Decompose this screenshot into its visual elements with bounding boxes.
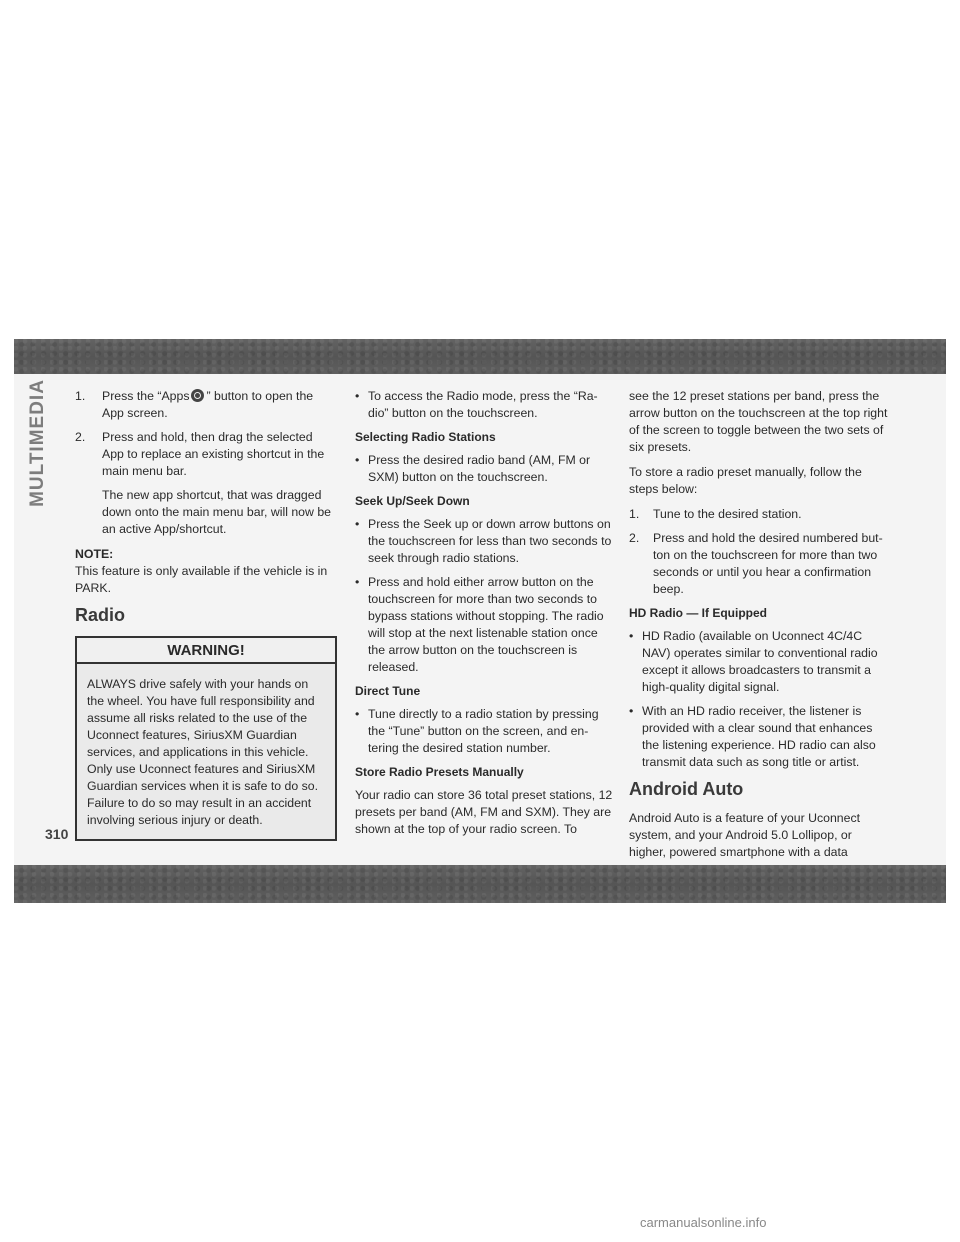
- radio-heading: Radio: [75, 605, 126, 625]
- seek-heading: Seek Up/Seek Down: [355, 494, 470, 508]
- list-item-text: Press the Seek up or down arrow buttons on the touchscreen for less than two seconds to seek through radio stations.: [368, 517, 612, 565]
- step-text: Tune to the desired station.: [653, 507, 802, 521]
- step-text: Press the “Apps: [102, 389, 190, 403]
- watermark-text: carmanualsonline.info: [640, 1215, 767, 1230]
- footer-band: [14, 865, 946, 903]
- bullet: •: [355, 517, 360, 531]
- list-item: [355, 574, 613, 676]
- bullet: •: [355, 707, 360, 721]
- bullet: •: [355, 453, 360, 467]
- column-1: [75, 388, 337, 841]
- bullet: •: [355, 389, 360, 403]
- step-text-cont: ” button to open the App screen.: [102, 389, 314, 420]
- list-item: [355, 706, 613, 757]
- list-item-text: With an HD radio receiver, the listener is provided with a clear sound that enhances the listening experience. HD radio can also transmit data such as song title or artist.: [642, 704, 876, 769]
- warning-text: ALWAYS drive safely with your hands on the wheel. You have full responsibility and assume all risks related to the use of the Uconnect features, SiriusXM Guardian services, and applications in this vehicle. Only use Uconnect features and SiriusXM Guardian services when it is safe to do so. Failure to do so may result in an accident involving serious injury or death.: [87, 677, 319, 827]
- step-text: Press and hold, then drag the selected App to replace an existing shortcut in the main menu bar.: [102, 430, 325, 478]
- step-number: 2.: [629, 531, 640, 545]
- column-3: [629, 388, 891, 869]
- list-item: [355, 388, 613, 422]
- list-item: [355, 452, 613, 486]
- bullet: •: [629, 704, 634, 718]
- list-item: [629, 628, 891, 696]
- note-label: NOTE:: [75, 547, 114, 561]
- list-item-text: Tune directly to a radio station by pressing the “Tune” button on the screen, and en-tering the desired station number.: [368, 707, 599, 755]
- store-presets-heading: Store Radio Presets Manually: [355, 765, 524, 779]
- list-item-text: Press and hold either arrow button on the touchscreen for more than two seconds to bypass stations without stopping. The radio will stop at the next listenable station once the arrow button on the touchscreen is released.: [368, 575, 604, 674]
- apps-icon: [191, 389, 204, 402]
- selecting-stations-heading: Selecting Radio Stations: [355, 430, 496, 444]
- step-1: [75, 388, 337, 422]
- step-2-note: The new app shortcut, that was dragged down onto the main menu bar, will now be an active App/shortcut.: [102, 488, 331, 536]
- bullet: •: [355, 575, 360, 589]
- list-item: [629, 703, 891, 771]
- step-text: Press and hold the desired numbered but-ton on the touchscreen for more than two seconds or until you hear a confirmation beep.: [653, 531, 883, 596]
- section-tab-label: MULTIMEDIA: [27, 379, 48, 507]
- list-item-text: To access the Radio mode, press the “Ra-dio” button on the touchscreen.: [368, 389, 598, 420]
- warning-box: [75, 636, 337, 841]
- note-text: This feature is only available if the vehicle is in PARK.: [75, 564, 328, 595]
- list-item: [355, 516, 613, 567]
- step-number: 2.: [75, 430, 86, 444]
- warning-title: WARNING!: [77, 638, 335, 664]
- step-number: 1.: [629, 507, 640, 521]
- bullet: •: [629, 629, 634, 643]
- android-auto-heading: Android Auto: [629, 779, 744, 799]
- list-item-text: HD Radio (available on Uconnect 4C/4C NAV) operates similar to conventional radio except it allows broadcasters to transmit a high-quality digital signal.: [642, 629, 878, 694]
- step-2: [75, 429, 337, 480]
- hd-radio-heading: HD Radio — If Equipped: [629, 606, 767, 620]
- column-2: [355, 388, 613, 846]
- section-tab: [14, 378, 62, 508]
- direct-tune-heading: Direct Tune: [355, 684, 421, 698]
- store-intro-text: To store a radio preset manually, follow the steps below:: [629, 465, 862, 496]
- page-number: 310: [45, 826, 69, 842]
- step-number: 1.: [75, 389, 86, 403]
- presets-continued-text: see the 12 preset stations per band, press the arrow button on the touchscreen at the top right of the screen to toggle between the two sets of six presets.: [629, 389, 888, 454]
- store-presets-text: Your radio can store 36 total preset stations, 12 presets per band (AM, FM and SXM). They are shown at the top of your radio screen. To: [355, 788, 613, 836]
- header-band: [14, 339, 946, 374]
- preset-step-2: [629, 530, 891, 598]
- preset-step-1: [629, 506, 891, 523]
- list-item-text: Press the desired radio band (AM, FM or SXM) button on the touchscreen.: [368, 453, 591, 484]
- android-auto-text: Android Auto is a feature of your Uconnect system, and your Android 5.0 Lollipop, or higher, powered smartphone with a data: [629, 811, 861, 859]
